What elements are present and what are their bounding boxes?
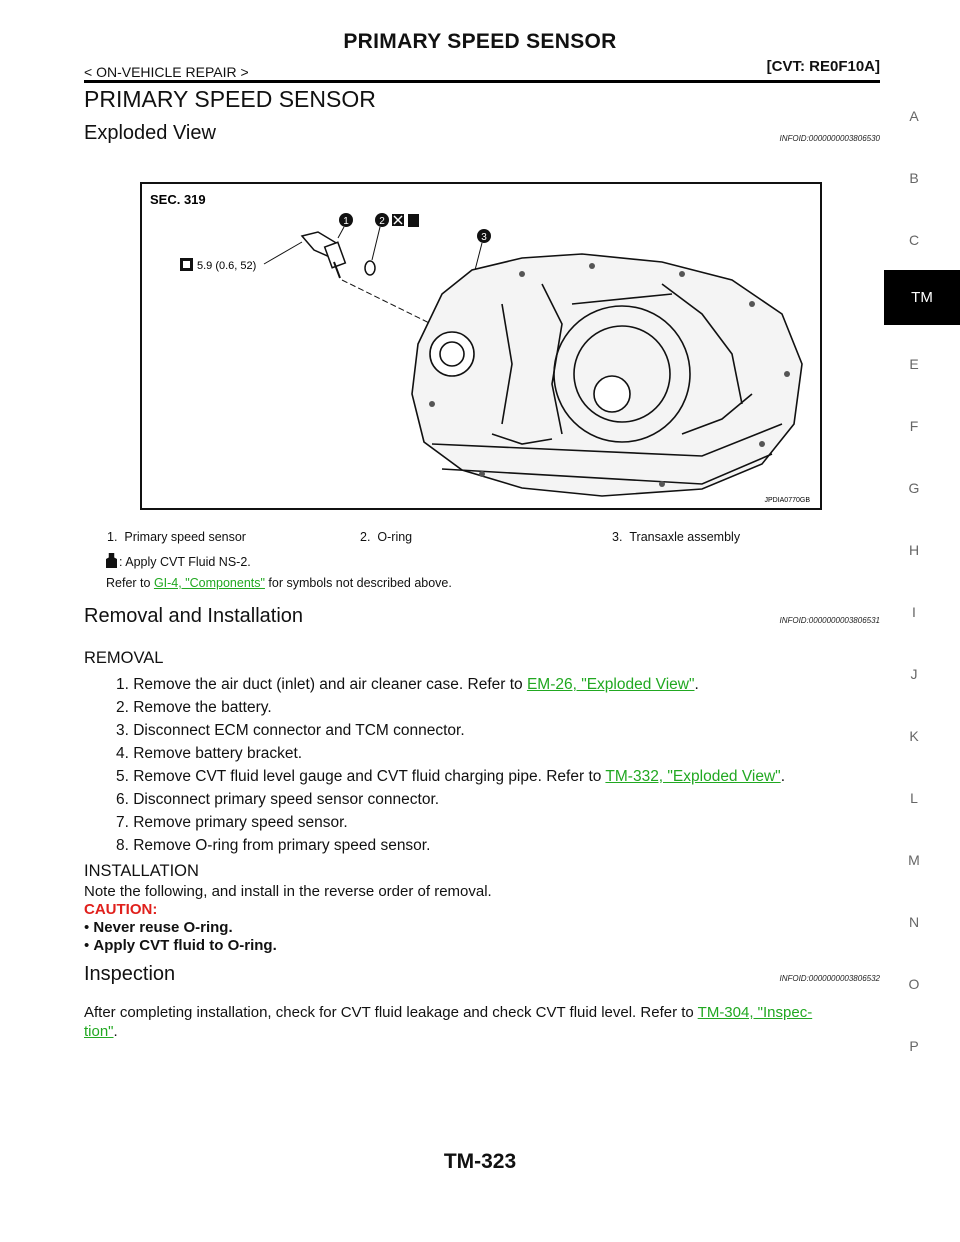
exploded-view-heading: Exploded View [84,122,216,144]
section-title: PRIMARY SPEED SENSOR [84,86,376,112]
removal-installation-infoid: INFOID:0000000003806531 [779,616,880,625]
caution-item-2: • Apply CVT fluid to O-ring. [84,937,277,954]
removal-installation-heading: Removal and Installation [84,605,304,627]
removal-step-7: 7. Remove primary speed sensor. [116,814,348,831]
removal-step-2: 2. Remove the battery. [116,699,272,716]
side-index-m[interactable]: M [908,852,920,868]
side-index-p[interactable]: P [909,1038,919,1054]
side-index-o[interactable]: O [908,976,920,992]
primary-speed-sensor-drawing [302,232,345,278]
callout-1 [338,213,353,238]
breadcrumb: < ON-VEHICLE REPAIR > [84,64,249,80]
exploded-view-figure [140,182,822,510]
torque-icon [180,258,193,271]
svg-text:3: 3 [481,232,487,243]
side-index-tm-active[interactable]: TM [884,270,960,325]
header-divider [84,80,880,83]
side-index-a[interactable]: A [909,108,919,124]
apply-fluid-icon [106,553,117,568]
side-index-k[interactable]: K [909,728,919,744]
torque-spec: 5.9 (0.6, 52) [197,260,257,272]
exploded-view-infoid: INFOID:0000000003806530 [779,134,880,143]
removal-step-6: 6. Disconnect primary speed sensor connector. [116,791,440,808]
side-index-h[interactable]: H [908,542,920,558]
removal-step-1: 1. Remove the air duct (inlet) and air cleaner case. Refer to EM-26, "Exploded View". [116,676,699,693]
legend-item-2: 2. O-ring [360,530,413,544]
legend-item-1: 1. Primary speed sensor [107,530,246,544]
removal-heading: REMOVAL [84,649,164,667]
figure-sec-label: SEC. 319 [150,192,206,207]
transaxle-assembly-drawing [412,254,802,496]
model-code: [CVT: RE0F10A] [766,58,880,75]
side-index-j[interactable]: J [910,666,918,682]
side-index-b[interactable]: B [909,170,919,186]
apply-fluid-note: : Apply CVT Fluid NS-2. [106,553,251,569]
o-ring-drawing [365,261,375,275]
callout-2 [372,213,419,260]
side-index-c[interactable]: C [908,232,920,248]
tm-304-link[interactable]: TM-304, "Inspec- [697,1004,813,1021]
legend-item-3: 3. Transaxle assembly [612,530,741,544]
side-index-n[interactable]: N [908,914,920,930]
transaxle-illustration [142,184,820,508]
page-header-title: PRIMARY SPEED SENSOR [343,30,617,53]
caution-item-1: • Never reuse O-ring. [84,919,233,936]
removal-step-5: 5. Remove CVT fluid level gauge and CVT fluid charging pipe. Refer to TM-332, "Exploded View". [116,768,785,785]
installation-note: Note the following, and install in the reverse order of removal. [84,883,492,900]
em-26-link[interactable]: EM-26, "Exploded View" [526,676,695,693]
installation-heading: INSTALLATION [84,862,199,880]
figure-code: JPDIA0770GB [764,497,810,504]
removal-step-3: 3. Disconnect ECM connector and TCM connector. [116,722,465,739]
side-index-l[interactable]: L [910,790,918,806]
page-number: TM-323 [443,1150,517,1173]
refer-note: Refer to GI-4, "Components" for symbols not described above. [106,576,452,590]
side-index-e[interactable]: E [909,356,919,372]
side-index-i[interactable]: I [912,604,916,620]
inspection-text-line-1: After completing installation, check for CVT fluid leakage and check CVT fluid level. Refer to TM-304, "Inspec- [84,1004,813,1021]
svg-text:2: 2 [379,216,385,227]
side-index-g[interactable]: G [908,480,920,496]
svg-text:1: 1 [343,216,349,227]
side-index-f[interactable]: F [909,418,919,434]
removal-step-4: 4. Remove battery bracket. [116,745,303,762]
inspection-infoid: INFOID:0000000003806532 [779,974,880,983]
gi-4-components-link[interactable]: GI-4, "Components" [153,576,265,590]
tm-304-link-cont[interactable]: tion" [84,1023,114,1040]
removal-step-8: 8. Remove O-ring from primary speed sensor. [116,837,431,854]
tm-332-link[interactable]: TM-332, "Exploded View" [605,768,781,785]
inspection-heading: Inspection [84,963,176,985]
inspection-text-line-2: tion". [84,1023,118,1040]
caution-label: CAUTION: [84,901,158,918]
